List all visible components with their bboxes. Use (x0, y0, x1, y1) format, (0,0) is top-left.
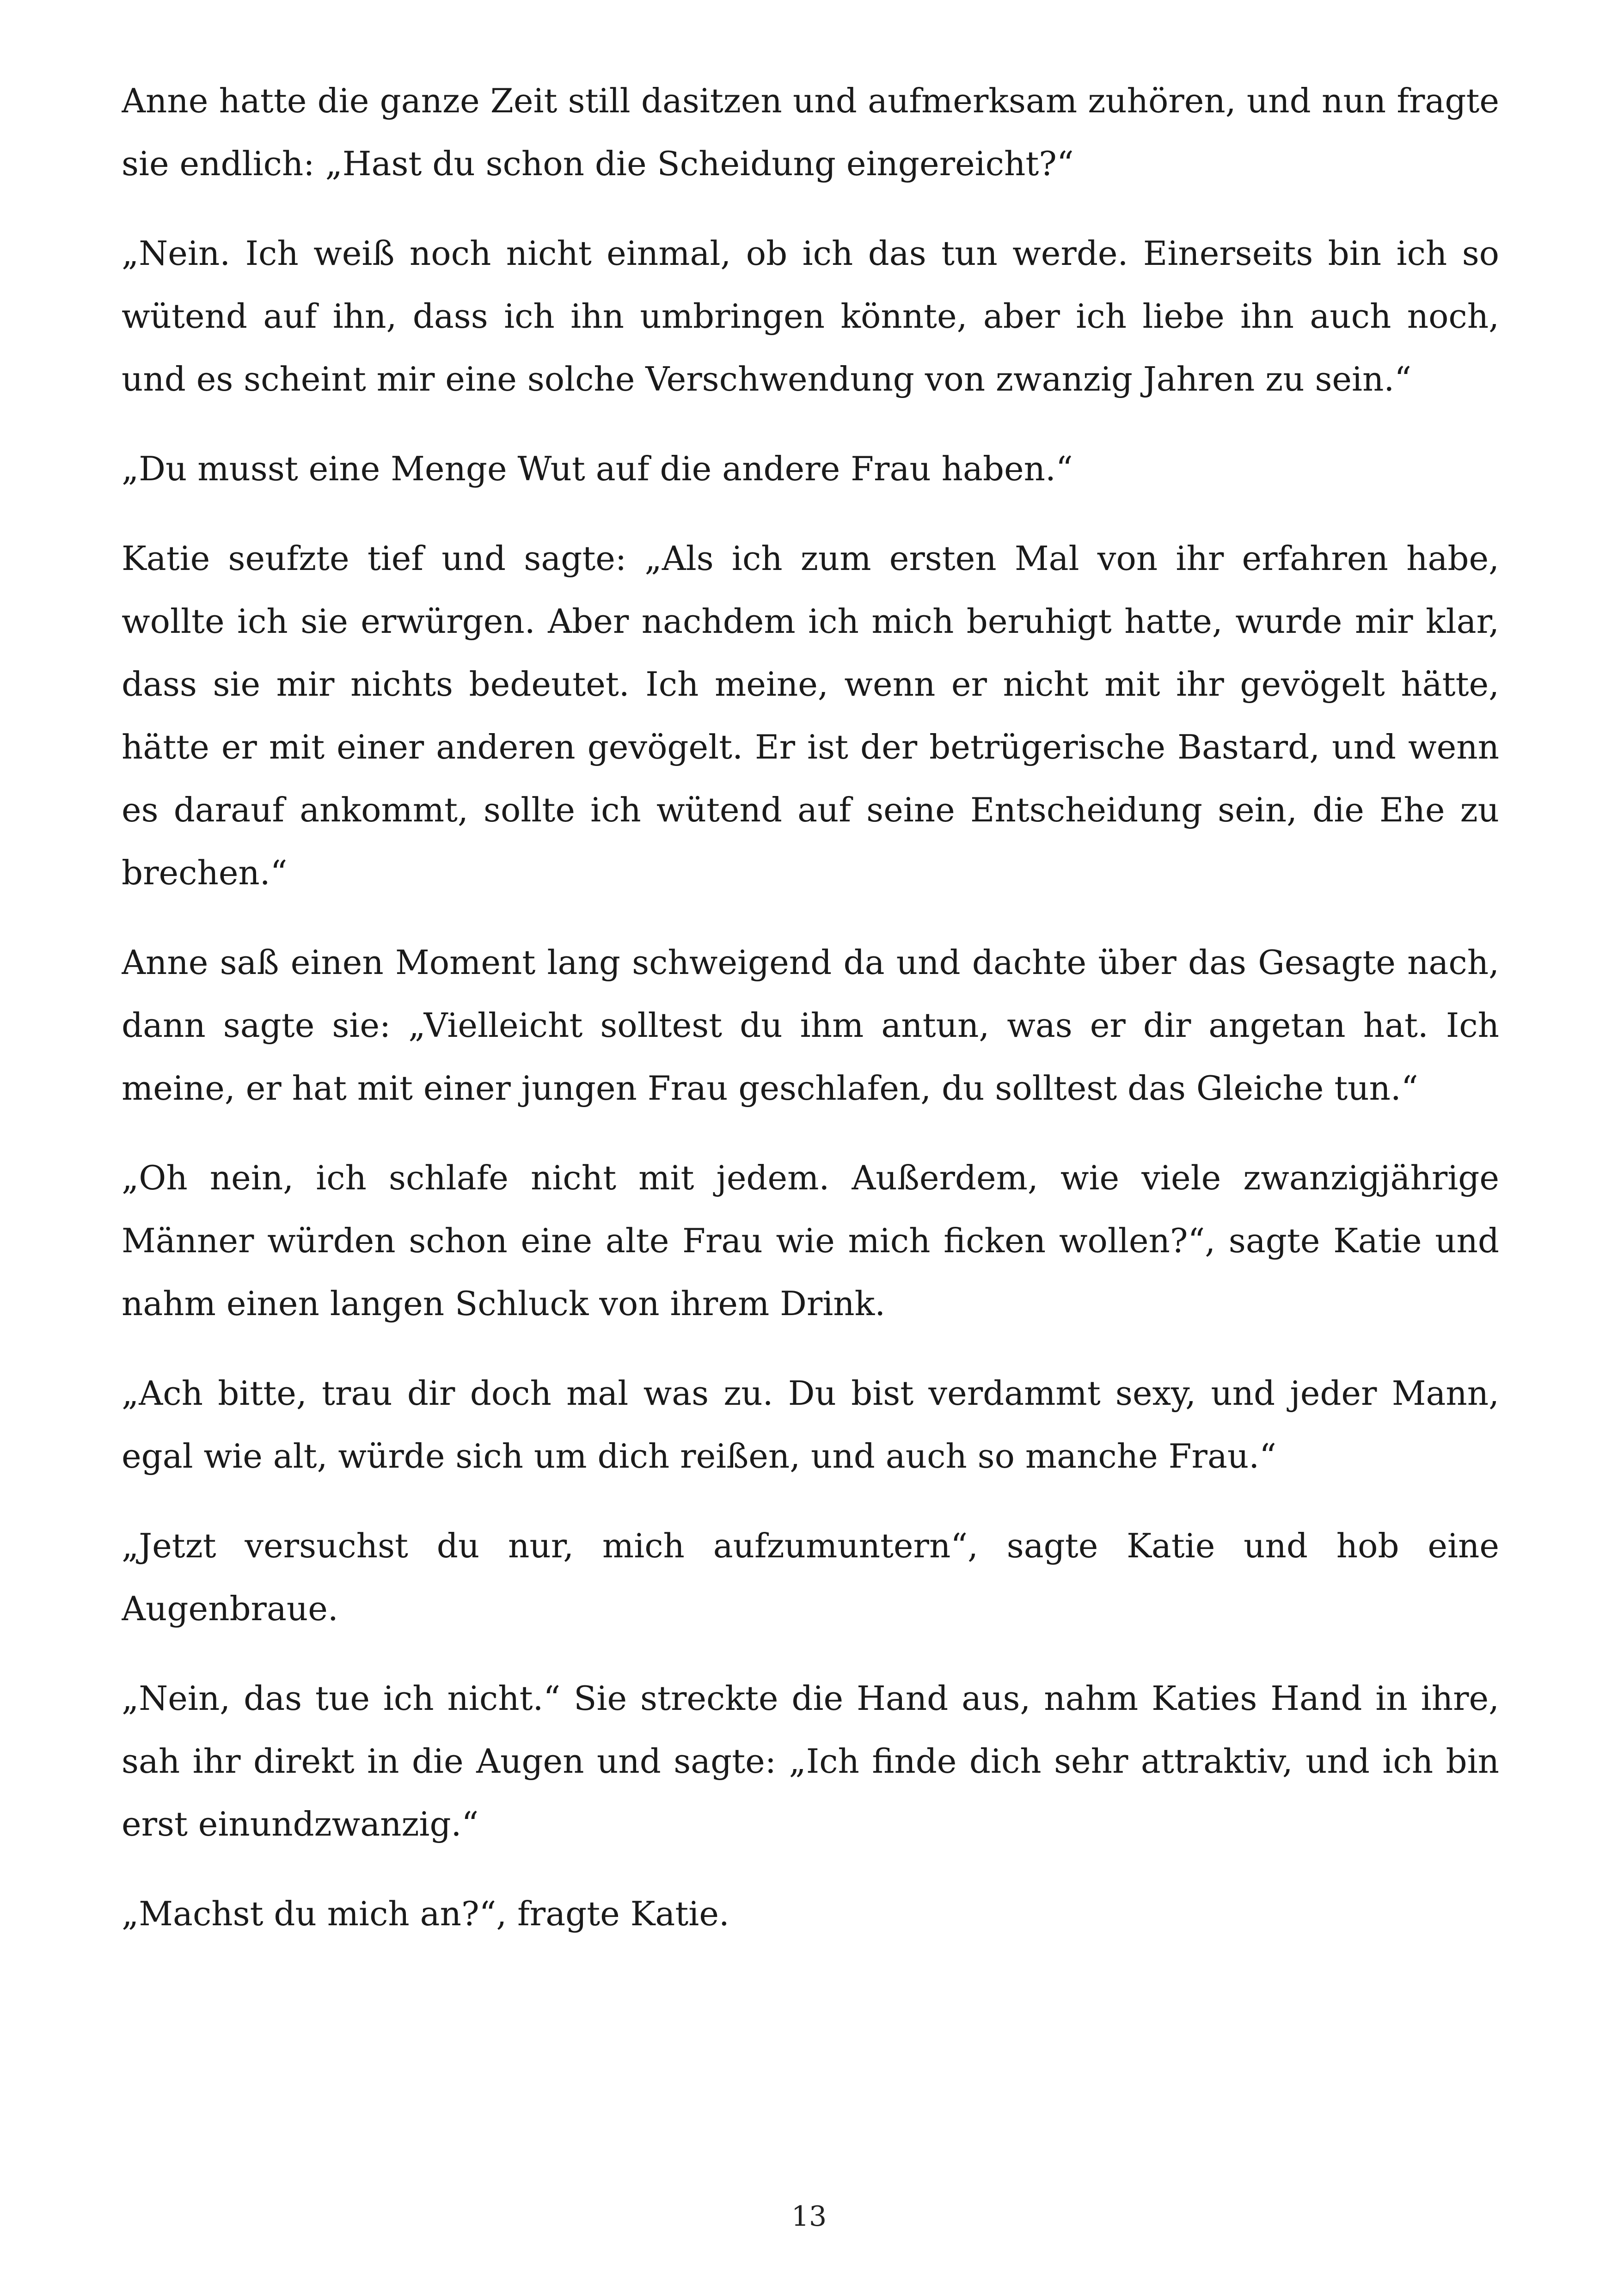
paragraph: „Ach bitte, trau dir doch mal was zu. Du bist verdammt sexy, und jeder Mann, egal wie alt, würde sich um dich reißen, und auch so manche Frau.“ (122, 1374, 1499, 1476)
paragraph: „Oh nein, ich schlafe nicht mit jedem. Außerdem, wie viele zwanzigjährige Männer würden schon eine alte Frau wie mich ficken wollen?“, sagte Katie und nahm einen langen Schluck von ihrem Drink. (122, 1158, 1499, 1323)
paragraph: „Machst du mich an?“, fragte Katie. (122, 1894, 729, 1933)
paragraph: „Jetzt versuchst du nur, mich aufzumuntern“, sagte Katie und hob eine Augenbraue. (122, 1526, 1499, 1628)
page-body (122, 69, 1499, 2219)
paragraph: Katie seufzte tief und sagte: „Als ich zum ersten Mal von ihr erfahren habe, wollte ich sie erwürgen. Aber nachdem ich mich beruhigt hatte, wurde mir klar, dass sie mir nichts bedeutet. Ich meine, wenn er nicht mit ihr gevögelt hätte, hätte er mit einer anderen gevögelt. Er ist der betrügerische Bastard, und wenn es darauf ankommt, sollte ich wütend auf seine Entscheidung sein, die Ehe zu brechen.“ (122, 539, 1499, 892)
paragraph: „Nein. Ich weiß noch nicht einmal, ob ich das tun werde. Einerseits bin ich so wütend auf ihn, dass ich ihn umbringen könnte, aber ich liebe ihn auch noch, und es scheint mir eine solche Verschwendung von zwanzig Jahren zu sein.“ (122, 234, 1499, 398)
page-number: 13 (791, 2200, 827, 2233)
paragraph: „Du musst eine Menge Wut auf die andere Frau haben.“ (122, 449, 1073, 488)
paragraph: Anne hatte die ganze Zeit still dasitzen und aufmerksam zuhören, und nun fragte sie endlich: „Hast du schon die Scheidung eingereicht?“ (122, 81, 1499, 183)
paragraph: Anne saß einen Moment lang schweigend da und dachte über das Gesagte nach, dann sagte sie: „Vielleicht solltest du ihm antun, was er dir angetan hat. Ich meine, er hat mit einer jungen Frau geschlafen, du solltest das Gleiche tun.“ (122, 943, 1499, 1108)
paragraph: „Nein, das tue ich nicht.“ Sie streckte die Hand aus, nahm Katies Hand in ihre, sah ihr direkt in die Augen und sagte: „Ich finde dich sehr attraktiv, und ich bin erst einundzwanzig.“ (122, 1679, 1499, 1843)
